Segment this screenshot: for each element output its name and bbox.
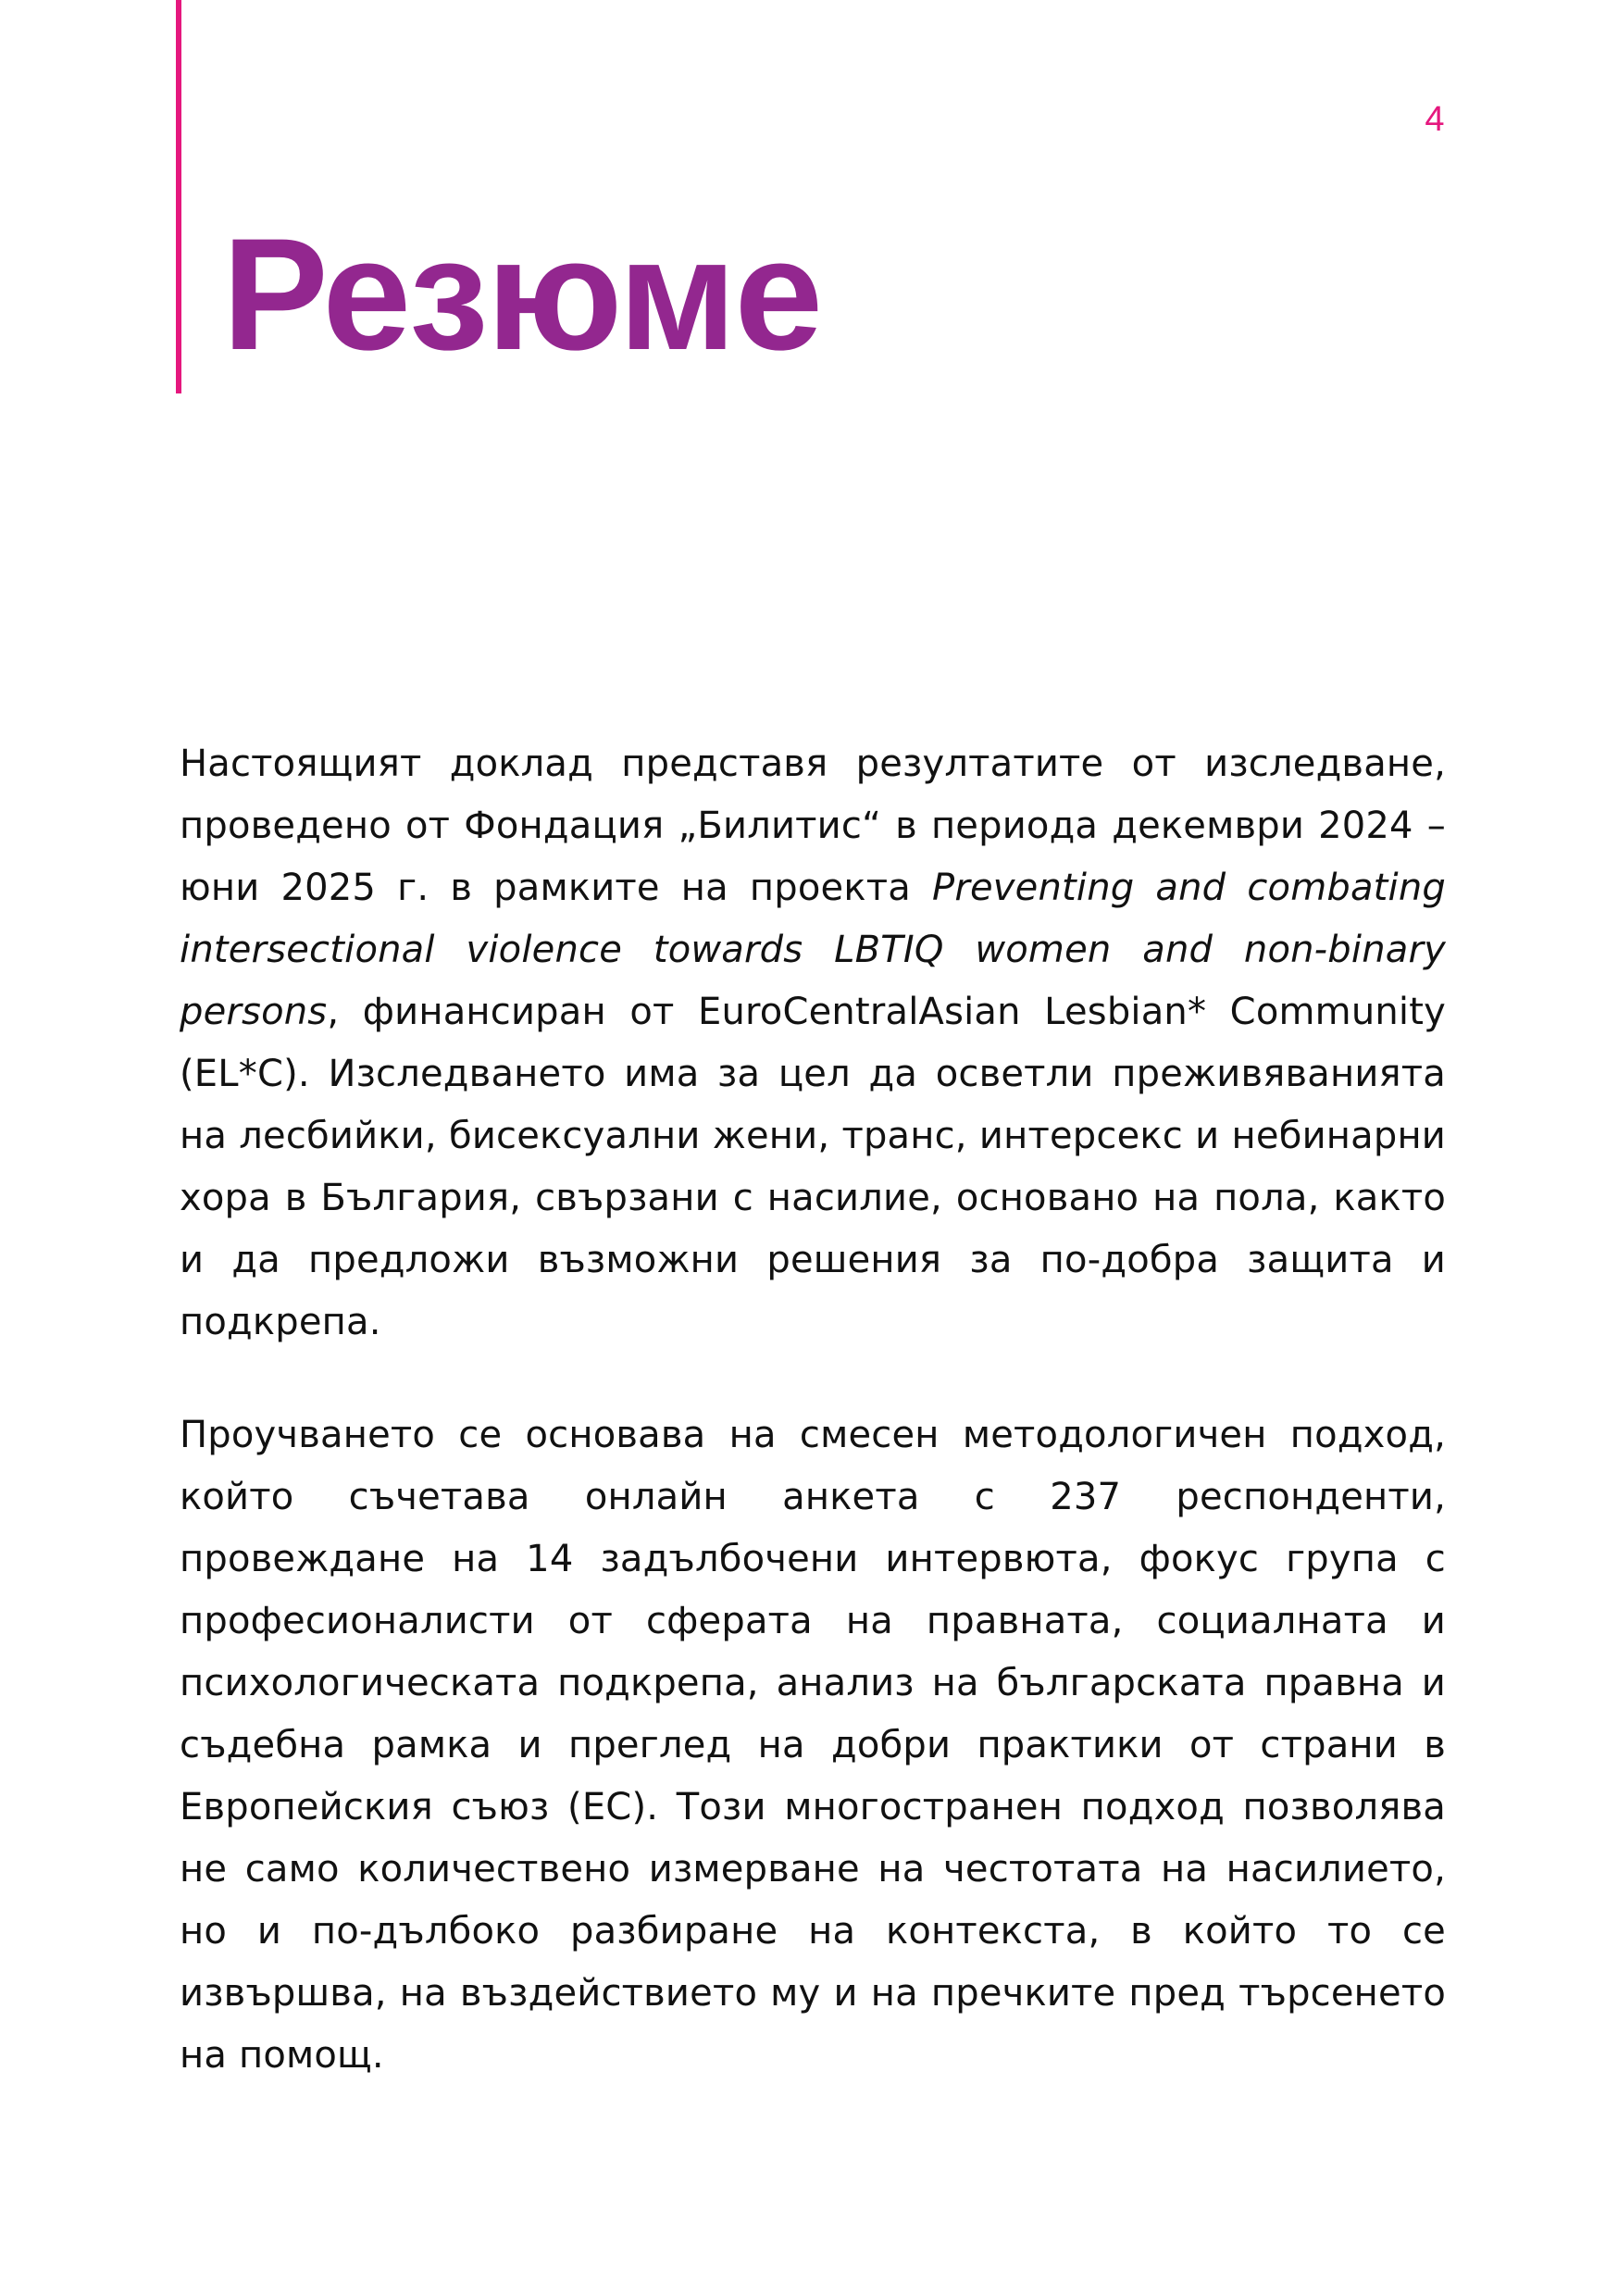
body-text	[180, 733, 1446, 2138]
paragraph-intro-continuation: , финансиран от EuroCentralAsian Lesbian* Community (EL*C). Изследването има за цел да осветли преживяванията на лесбийки, бисексуални жени, транс, интерсекс и небинарни хора в България, свързани с насилие, основано на пола, както и да предложи възможни решения за по-добра защита и подкрепа.	[180, 991, 1446, 1343]
page-number: 4	[1425, 100, 1445, 139]
paragraph-intro-text: Настоящият доклад представя резултатите от изследване, проведено от Фондация „Билитис“ в периода декември 2024 – юни 2025 г. в рамките на проекта	[180, 742, 1446, 909]
paragraph-methodology: Проучването се основава на смесен методологичен подход, който съчетава онлайн анкета с 237 респонденти, провеждане на 14 задълбочени интервюта, фокус група с професионалисти от сферата на правната, социалната и психологическата подкрепа, анализ на българската правна и съдебна рамка и преглед на добри практики от страни в Европейския съюз (ЕС). Този многостранен подход позволява не само количествено измерване на честотата на насилието, но и по-дълбоко разбиране на контекста, в който то се извършва, на въздействието му и на пречките пред търсенето на помощ.	[180, 1414, 1446, 2077]
project-title-italic: Preventing and combating intersectional violence towards LBTIQ women and non-binary persons	[180, 867, 1447, 1033]
accent-bar	[176, 0, 181, 393]
page-title: Резюме	[222, 206, 822, 383]
paragraph-summary-intro	[180, 733, 1446, 1354]
